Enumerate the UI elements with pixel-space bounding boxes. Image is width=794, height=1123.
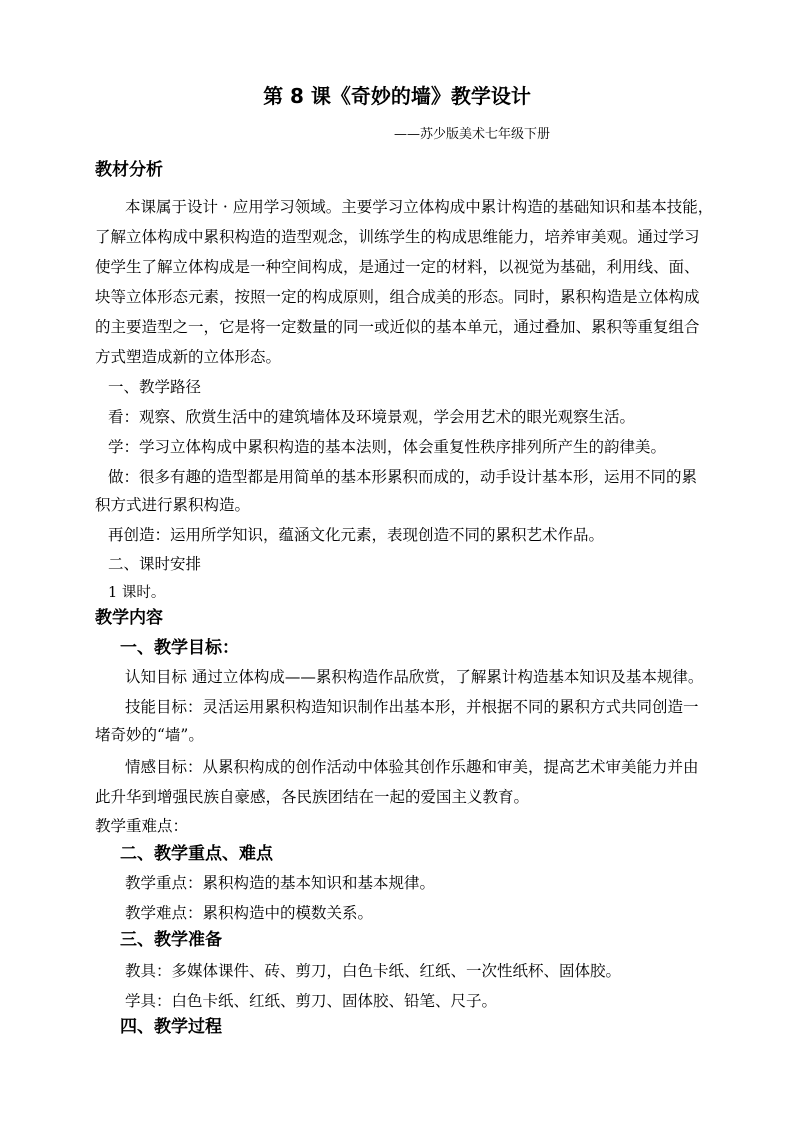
teaching-path-item: 做：很多有趣的造型都是用简单的基本形累积而成的，动手设计基本形，运用不同的累 xyxy=(108,468,698,486)
teaching-goals-heading: 一、教学目标： xyxy=(120,638,239,658)
teaching-goal-line: 此升华到增强民族自豪感，各民族团结在一起的爱国主义教育。 xyxy=(95,788,530,806)
teaching-path-item: 再创造：运用所学知识，蕴涵文化元素，表现创造不同的累积艺术作品。 xyxy=(108,526,605,544)
teaching-path-item: 看：观察、欣赏生活中的建筑墙体及环境景观，学会用艺术的眼光观察生活。 xyxy=(108,408,636,426)
key-points-heading: 二、教学重点、难点 xyxy=(120,844,273,864)
teaching-path-item: 学：学习立体构成中累积构造的基本法则，体会重复性秩序排列所产生的韵律美。 xyxy=(108,438,667,456)
document-subtitle: ——苏少版美术七年级下册 xyxy=(393,127,550,142)
analysis-paragraph-line: 的主要造型之一，它是将一定数量的同一或近似的基本单元，通过叠加、累积等重复组合 xyxy=(95,318,700,336)
teaching-path-heading: 一、教学路径 xyxy=(108,378,202,396)
preparation-heading: 三、教学准备 xyxy=(120,930,222,950)
analysis-paragraph-line: 使学生了解立体构成是一种空间构成，是通过一定的材料，以视觉为基础，利用线、面、 xyxy=(95,258,700,276)
key-points-label: 教学重难点： xyxy=(95,817,189,835)
teaching-goal-line: 堵奇妙的“墙”。 xyxy=(95,726,204,744)
section-heading-content: 教学内容 xyxy=(95,608,163,628)
section-heading-analysis: 教材分析 xyxy=(95,160,163,180)
class-hours-heading: 二、课时安排 xyxy=(108,555,202,573)
analysis-paragraph-line: 块等立体形态元素，按照一定的构成原则，组合成美的形态。同时，累积构造是立体构成 xyxy=(95,288,700,306)
preparation-item: 教具：多媒体课件、砖、剪刀，白色卡纸、红纸、一次性纸杯、固体胶。 xyxy=(125,962,622,980)
teaching-process-heading: 四、教学过程 xyxy=(120,1017,222,1037)
teaching-goal-line: 技能目标：灵活运用累积构造知识制作出基本形，并根据不同的累积方式共同创造一 xyxy=(125,698,699,716)
preparation-item: 学具：白色卡纸、红纸、剪刀、固体胶、铅笔、尺子。 xyxy=(125,992,498,1010)
teaching-path-item: 积方式进行累积构造。 xyxy=(95,496,251,514)
teaching-goal-line: 情感目标：从累积构成的创作活动中体验其创作乐趣和审美，提高艺术审美能力并由 xyxy=(125,758,699,776)
teaching-goal-line: 认知目标 通过立体构成——累积构造作品欣赏，了解累计构造基本知识及基本规律。 xyxy=(125,668,704,686)
analysis-paragraph-line: 方式塑造成新的立体形态。 xyxy=(95,348,282,366)
document-title: 第 8 课《奇妙的墙》教学设计 xyxy=(263,84,531,108)
analysis-paragraph-line: 本课属于设计 · 应用学习领域。主要学习立体构成中累计构造的基础知识和基本技能， xyxy=(125,198,714,216)
key-point-item: 教学重点：累积构造的基本知识和基本规律。 xyxy=(125,874,436,892)
class-hours-text: 1 课时。 xyxy=(108,585,166,601)
key-point-item: 教学难点：累积构造中的模数关系。 xyxy=(125,904,374,922)
analysis-paragraph-line: 了解立体构成中累积构造的造型观念，训练学生的构成思维能力，培养审美观。通过学习 xyxy=(95,228,700,246)
